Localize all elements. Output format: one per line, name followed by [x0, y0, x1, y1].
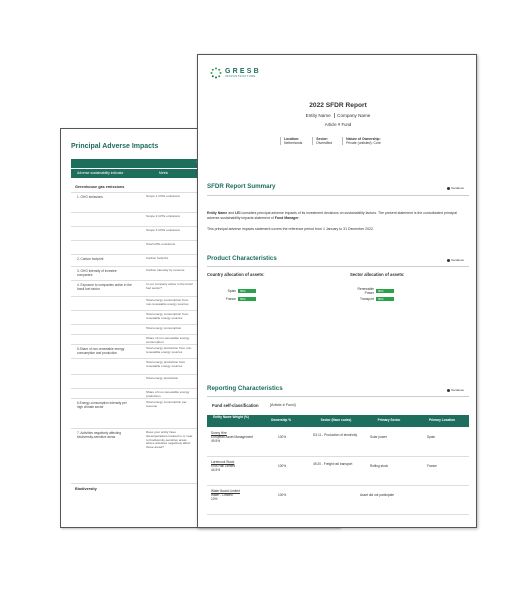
pai-row-indicator: 4. Exposure to companies active in the fossil fuel sector: [77, 283, 132, 291]
product-divider: [207, 266, 469, 267]
allocation-bar-percent: 50%: [240, 296, 246, 301]
logo-subtitle: INFRASTRUCTURE: [225, 74, 256, 78]
pai-row-metric: Total energy consumption per revenue: [146, 400, 187, 408]
pai-row-metric: Scope 2 GHG emissions: [146, 214, 180, 218]
summary-guidance-link[interactable]: Guidance: [447, 186, 464, 190]
pai-row-indicator: 1. GHG emissions: [77, 195, 103, 199]
pai-row-indicator: 5.Share of non-renewable energy consumption and production: [77, 347, 125, 355]
allocation-bar-percent: 50%: [378, 296, 384, 301]
entity-line: [198, 113, 477, 118]
holding-ownership: 100%: [278, 464, 287, 468]
pai-row-metric: Total energy consumption from non-renewable energy sources: [146, 298, 189, 306]
gresb-logo-icon: [210, 67, 222, 79]
reporting-title: Reporting Characteristics: [207, 385, 283, 392]
allocation-bar-row: [210, 288, 274, 293]
summary-title: SFDR Report Summary: [207, 183, 276, 190]
pai-title: Principal Adverse Impacts: [71, 143, 159, 150]
pai-row-metric: Share of non-renewable energy consumption: [146, 336, 190, 344]
pai-row-metric: Carbon intensity by revenue: [146, 268, 185, 272]
pai-row-metric: Scope 1 GHG emissions: [146, 194, 180, 198]
col-primary-sector: Primary Sector: [377, 418, 401, 422]
fund-classification-label: Fund self-classification: [212, 403, 259, 408]
holdings-table-header: [207, 415, 469, 427]
entity-name: Entity Name: [305, 113, 331, 118]
meta-sector: Sector: Diversified: [312, 137, 332, 145]
product-title: Product Characteristics: [207, 255, 277, 262]
holding-ownership: 100%: [278, 493, 287, 497]
holding-name[interactable]: Lorebrook Stock: [211, 460, 235, 464]
pai-row-metric: Total GHG emissions: [146, 242, 176, 246]
pai-row-metric: Total energy production from non-renewable energy sources: [146, 346, 193, 354]
allocation-bar-label: Transport: [360, 296, 374, 301]
pai-section-ghg: Greenhouse gas emissions: [75, 185, 125, 189]
info-icon: [447, 389, 450, 392]
col-ownership: Ownership %: [270, 418, 292, 422]
article-fund: Article # Fund: [324, 122, 352, 127]
col-sector-nace: Sector (Nace codes): [320, 418, 352, 422]
holding-row-divider: [207, 514, 469, 515]
report-title: 2022 SFDR Report: [309, 102, 367, 109]
summary-paragraph-1: Entity Name and LEI considers principal adverse impacts of its investment decisions on sustainability factors. The present statement is the consolidated principal adverse sustainability impacts statement of Fund Manager.: [207, 211, 457, 220]
allocation-bar-row: [348, 296, 412, 301]
reporting-guidance-link[interactable]: Guidance: [447, 388, 464, 392]
gresb-logo: [210, 67, 261, 79]
holding-subname: European Asset Management: [211, 435, 253, 439]
pai-row-metric: Share of non-renewable energy production: [146, 390, 190, 398]
holding-ownership: 100%: [278, 435, 287, 439]
allocation-bar-track: [238, 297, 274, 301]
country-allocation-title: Country allocation of assets:: [207, 272, 265, 277]
holding-primary-sector: Asset did not participate: [360, 493, 395, 497]
allocation-bar-percent: 50%: [378, 288, 384, 293]
col-entity-weight: Entity Name Weight (%): [213, 414, 249, 419]
product-guidance-link[interactable]: Guidance: [447, 258, 464, 262]
reporting-divider: [207, 396, 469, 397]
holding-nace: D3.11 - Production of electricity: [313, 433, 358, 437]
holding-name[interactable]: Water Board Limited: [211, 489, 240, 493]
holding-subname: Water - Limited: [211, 493, 233, 497]
meta-ownership: Nature of Ownership: Private (unlisted): Core: [342, 137, 381, 145]
pai-row-indicator: 6.Energy consumption intensity per high climate sector: [77, 401, 127, 409]
allocation-bar-track: [376, 289, 412, 293]
logo-name: GRESB: [225, 67, 261, 75]
info-icon: [447, 187, 450, 190]
holding-name[interactable]: Sunny Hire: [211, 431, 227, 435]
pai-row-metric: Total energy consumption from renewable energy sources: [146, 312, 189, 320]
pai-row-metric: Total energy production: [146, 376, 179, 380]
allocation-bar-label: Spain: [227, 288, 236, 293]
summary-divider: [207, 195, 469, 196]
pai-col-indicator: Adverse sustainability indicator: [77, 171, 124, 175]
info-icon: [447, 259, 450, 262]
pai-section-biodiversity: Biodiversity: [75, 487, 97, 491]
company-name: Company Name: [337, 113, 371, 118]
allocation-bar-label: Renewable Power: [357, 286, 374, 295]
pai-row-metric: In our company active in the fossil fuel sector?: [146, 282, 193, 290]
allocation-bar-row: [210, 296, 274, 301]
pai-row-indicator: 7. Activities negatively affecting biodiversity-sensitive areas: [77, 431, 122, 439]
entity-separator: [334, 113, 335, 118]
holding-row-divider: [207, 456, 469, 457]
sfdr-report-page: [197, 54, 477, 528]
pai-row-metric: Total energy production from renewable energy sources: [146, 360, 186, 368]
allocation-bar-percent: 50%: [240, 288, 246, 293]
sector-allocation-title: Sector allocation of assets:: [350, 272, 405, 277]
allocation-bar-label: France: [225, 296, 236, 301]
allocation-bar-row: [348, 288, 412, 293]
holding-primary-sector: Solar power: [370, 435, 388, 439]
holding-weight: 49.5%: [211, 439, 221, 443]
fund-classification-value: [Article # Fund]: [270, 403, 296, 407]
holding-primary-sector: Rolling stock: [370, 464, 389, 468]
allocation-bar-track: [376, 297, 412, 301]
holding-row-divider: [207, 485, 469, 486]
holding-primary-location: Spain: [427, 435, 436, 439]
pai-row-metric: Scope 3 GHG emissions: [146, 228, 180, 232]
meta-location: Location: Netherlands: [280, 137, 302, 145]
pai-row-metric: Does your entity have sites/operations located in or near to biodiversity-sensitive areas where activities negatively affect those areas?: [146, 430, 193, 450]
pai-col-metric: Metric: [159, 171, 169, 175]
pai-row-metric: Carbon footprint: [146, 256, 169, 260]
holding-primary-location: France: [427, 464, 437, 468]
holding-nace: 49.20 - Freight rail transport: [313, 462, 353, 466]
pai-row-indicator: 3. GHG intensity of investee companies: [77, 269, 117, 277]
pai-row-indicator: 2. Carbon footprint: [77, 257, 104, 261]
holding-weight: 44.5%: [211, 468, 221, 472]
allocation-bar-track: [238, 289, 274, 293]
pai-row-metric: Total energy consumption: [146, 326, 182, 330]
col-primary-location: Primary Location: [428, 418, 456, 422]
entity-meta: [280, 137, 381, 145]
holding-weight: 10%: [211, 497, 218, 501]
holding-subname: Eros Rail Limited: [211, 464, 236, 468]
summary-paragraph-2: This principal adverse impacts statement covers the reference period from 1 January to 31 December 2022.: [207, 227, 374, 231]
